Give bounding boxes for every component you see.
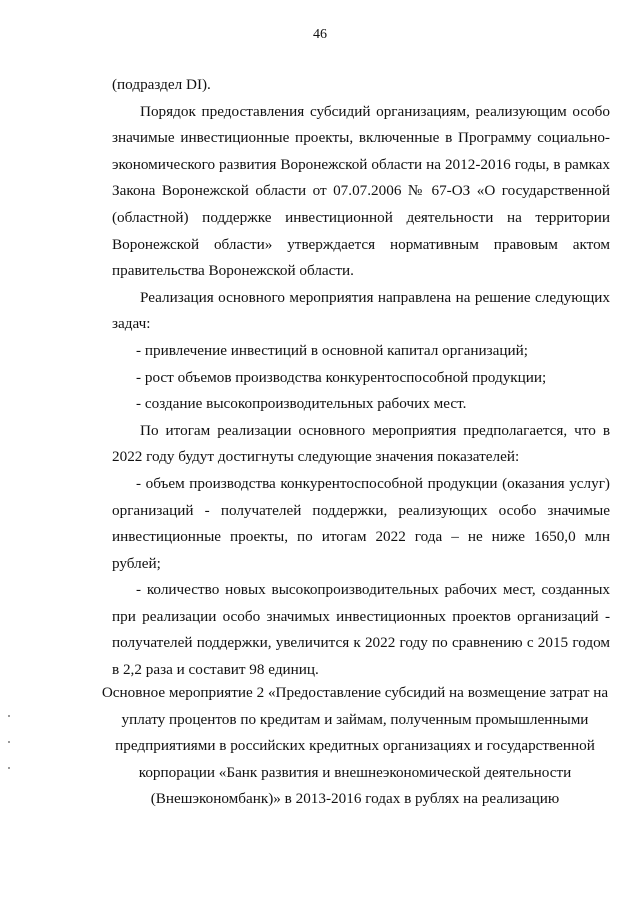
page-number: 46 (313, 27, 327, 42)
paragraph-subsidy-procedure: Порядок предоставления субсидий организациям, реализующим особо значимые инвестиционные проекты, включенные в Программу социально-экономического развития Воронежской области на 2012-2016 годы, в рамках Закона Воронежской области от 07.07.2006 № 67-ОЗ «О государственной (областной) поддержке инвестиционной деятельности на территории Воронежской области» утверждается нормативным правовым актом правительства Воронежской области. (112, 102, 610, 280)
document-body (112, 72, 610, 684)
paragraph-subsection-ref: (подраздел DI). (112, 76, 211, 93)
paragraph-tasks-intro: Реализация основного мероприятия направлена на решение следующих задач: (112, 288, 610, 333)
list-item-production-growth: - рост объемов производства конкурентоспособной продукции; (136, 368, 547, 386)
indicator-new-jobs: - количество новых высокопроизводительных рабочих мест, созданных при реализации особо значимых инвестиционных проектов организаций - получателей поддержки, увеличится к 2022 году по сравнению с 2015 годом в 2,2 раза и составит 98 единиц. (112, 581, 610, 679)
paragraph-results-intro: По итогам реализации основного мероприятия предполагается, что в 2022 году будут достигнуты следующие значения показателей: (112, 421, 610, 466)
list-item-jobs: - создание высокопроизводительных рабочих мест. (136, 395, 467, 413)
list-item-investment: - привлечение инвестиций в основной капитал организаций; (136, 341, 528, 359)
scan-edge-marks (8, 715, 10, 795)
indicator-production-volume: - объем производства конкурентоспособной продукции (оказания услуг) организаций - получателей поддержки, реализующих особо значимые инвестиционные проекты, по итогам 2022 года – не ниже 1650,0 млн рублей; (112, 474, 610, 572)
section-heading: Основное мероприятие 2 «Предоставление субсидий на возмещение затрат на уплату процентов по кредитам и займам, полученным промышленными предприятиями в российских кредитных организациях и государственной корпорации «Банк развития и внешнеэкономической деятельности (Внешэкономбанк)» в 2013-2016 годах в рублях на реализацию (101, 684, 609, 808)
